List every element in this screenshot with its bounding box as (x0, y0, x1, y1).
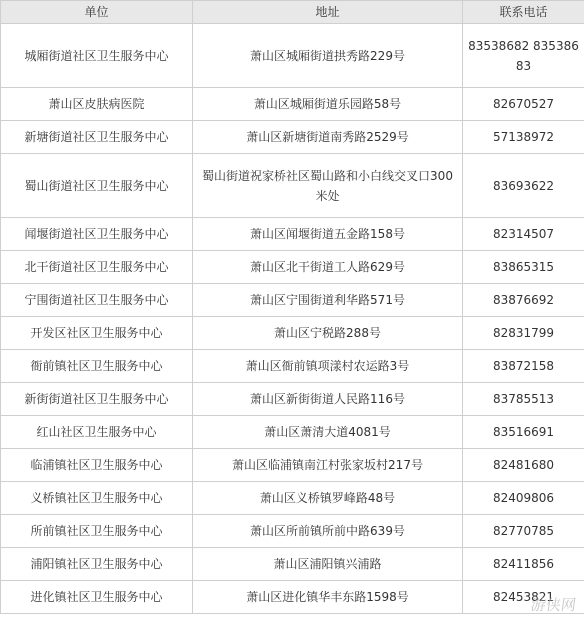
phone-cell: 82481680 (463, 449, 584, 482)
address-cell: 蜀山街道祝家桥社区蜀山路和小白线交叉口300米处 (193, 154, 463, 218)
phone-cell: 83516691 (463, 416, 584, 449)
unit-cell: 城厢街道社区卫生服务中心 (1, 24, 193, 88)
phone-cell: 82831799 (463, 317, 584, 350)
site-watermark: 游侠网 (529, 596, 578, 614)
phone-cell: 83876692 (463, 284, 584, 317)
phone-cell: 82453821 (463, 581, 584, 614)
unit-cell: 进化镇社区卫生服务中心 (1, 581, 193, 614)
address-cell: 萧山区进化镇华丰东路1598号 (193, 581, 463, 614)
header-phone: 联系电话 (463, 1, 584, 24)
unit-cell: 新塘街道社区卫生服务中心 (1, 121, 193, 154)
table-row (1, 515, 584, 548)
unit-cell: 开发区社区卫生服务中心 (1, 317, 193, 350)
phone-cell: 82409806 (463, 482, 584, 515)
phone-cell: 83785513 (463, 383, 584, 416)
address-cell: 萧山区宁围街道利华路571号 (193, 284, 463, 317)
table-row (1, 449, 584, 482)
table-row (1, 416, 584, 449)
address-cell: 萧山区新塘街道南秀路2529号 (193, 121, 463, 154)
address-cell: 萧山区义桥镇罗峰路48号 (193, 482, 463, 515)
unit-cell: 所前镇社区卫生服务中心 (1, 515, 193, 548)
table-row (1, 24, 584, 88)
unit-cell: 临浦镇社区卫生服务中心 (1, 449, 193, 482)
table-row (1, 88, 584, 121)
address-cell: 萧山区闻堰街道五金路158号 (193, 218, 463, 251)
unit-cell: 浦阳镇社区卫生服务中心 (1, 548, 193, 581)
table-row (1, 383, 584, 416)
unit-cell: 宁围街道社区卫生服务中心 (1, 284, 193, 317)
address-cell: 萧山区所前镇所前中路639号 (193, 515, 463, 548)
unit-cell: 蜀山街道社区卫生服务中心 (1, 154, 193, 218)
phone-cell: 82314507 (463, 218, 584, 251)
phone-cell: 82670527 (463, 88, 584, 121)
phone-cell: 83865315 (463, 251, 584, 284)
phone-cell: 82411856 (463, 548, 584, 581)
address-cell: 萧山区新街街道人民路116号 (193, 383, 463, 416)
unit-cell: 红山社区卫生服务中心 (1, 416, 193, 449)
phone-cell: 83693622 (463, 154, 584, 218)
address-cell: 萧山区城厢街道乐园路58号 (193, 88, 463, 121)
address-cell: 萧山区衙前镇项漾村农运路3号 (193, 350, 463, 383)
table-row (1, 548, 584, 581)
address-cell: 萧山区临浦镇南江村张家坂村217号 (193, 449, 463, 482)
header-address: 地址 (193, 1, 463, 24)
header-row (1, 1, 584, 24)
table-row (1, 218, 584, 251)
phone-cell: 82770785 (463, 515, 584, 548)
unit-cell: 闻堰街道社区卫生服务中心 (1, 218, 193, 251)
table-row (1, 284, 584, 317)
table-row (1, 251, 584, 284)
header-unit: 单位 (1, 1, 193, 24)
table-row (1, 154, 584, 218)
table-row (1, 121, 584, 154)
address-cell: 萧山区浦阳镇兴浦路 (193, 548, 463, 581)
table-row (1, 482, 584, 515)
phone-cell: 83872158 (463, 350, 584, 383)
address-cell: 萧山区萧清大道4081号 (193, 416, 463, 449)
unit-cell: 新街街道社区卫生服务中心 (1, 383, 193, 416)
table-row (1, 581, 584, 614)
address-cell: 萧山区北干街道工人路629号 (193, 251, 463, 284)
table-row (1, 317, 584, 350)
unit-cell: 衙前镇社区卫生服务中心 (1, 350, 193, 383)
phone-cell: 57138972 (463, 121, 584, 154)
phone-cell: 83538682 83538683 (463, 24, 584, 88)
address-cell: 萧山区宁税路288号 (193, 317, 463, 350)
unit-cell: 北干街道社区卫生服务中心 (1, 251, 193, 284)
table-row (1, 350, 584, 383)
unit-cell: 萧山区皮肤病医院 (1, 88, 193, 121)
address-cell: 萧山区城厢街道拱秀路229号 (193, 24, 463, 88)
unit-cell: 义桥镇社区卫生服务中心 (1, 482, 193, 515)
